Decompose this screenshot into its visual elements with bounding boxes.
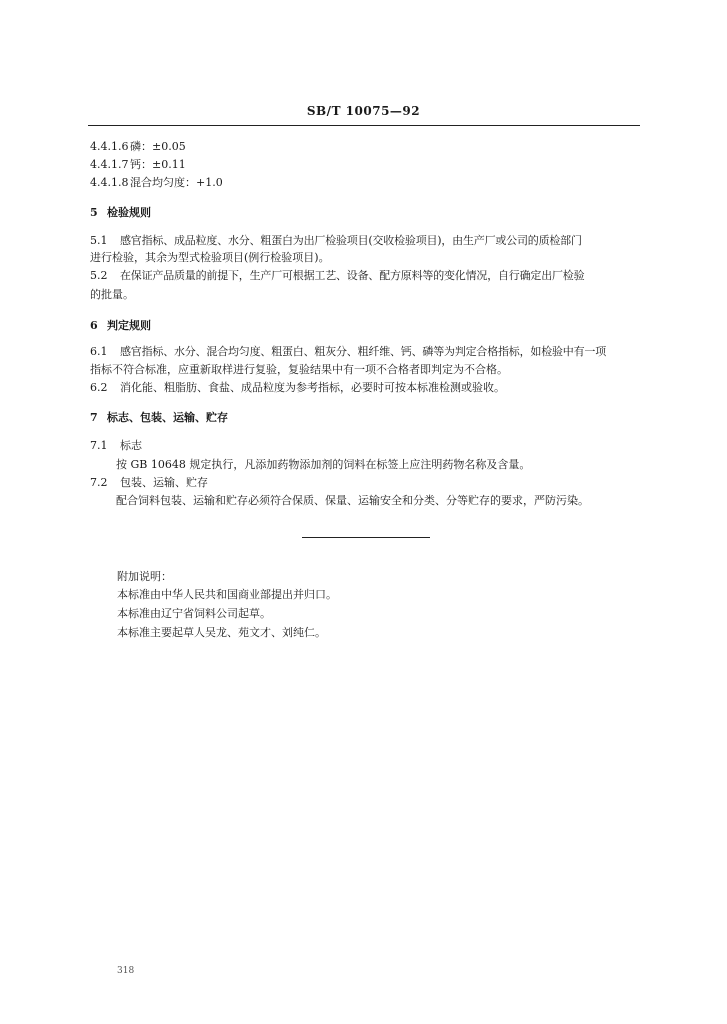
header-rule	[88, 125, 640, 126]
item-4418-text: 混合均匀度：+1.0	[130, 176, 223, 189]
notes-line: 本标准由中华人民共和国商业部提出并归口。	[117, 588, 337, 601]
clause-7-2-num: 7.2	[90, 476, 108, 489]
page-number: 318	[117, 966, 135, 976]
clause-5-1-num: 5.1	[90, 234, 108, 247]
clause-6-2-num: 6.2	[90, 381, 108, 394]
notes-title: 附加说明：	[117, 570, 172, 583]
clause-5-1-line2: 进行检验，其余为型式检验项目(例行检验项目)。	[90, 251, 330, 264]
item-4417-text: 钙：±0.11	[130, 158, 186, 171]
clause-6-1-line1: 感官指标、水分、混合均匀度、粗蛋白、粗灰分、粗纤维、钙、磷等为判定合格指标，如检验中有一项	[120, 345, 606, 358]
clause-6-1-line2: 指标不符合标准，应重新取样进行复验，复验结果中有一项不合格者即判定为不合格。	[90, 363, 508, 376]
section6-heading: 判定规则	[107, 319, 151, 332]
section7-heading: 标志、包装、运输、贮存	[107, 411, 228, 424]
item-4416-num: 4.4.1.6	[90, 140, 129, 153]
clause-5-2-num: 5.2	[90, 269, 108, 282]
standard-code-header: SB/T 10075—92	[306, 104, 421, 118]
clause-7-1-body: 按 GB 10648 规定执行，凡添加药物添加剂的饲料在标签上应注明药物名称及含量。	[116, 458, 531, 471]
end-divider	[302, 537, 430, 538]
clause-6-2-line1: 消化能、粗脂肪、食盐、成品粒度为参考指标，必要时可按本标准检测或验收。	[120, 381, 505, 394]
clause-5-2-line1: 在保证产品质量的前提下，生产厂可根据工艺、设备、配方原料等的变化情况，自行确定出厂检验	[120, 269, 585, 282]
item-4417-num: 4.4.1.7	[90, 158, 129, 171]
clause-7-2-body: 配合饲料包装、运输和贮存必须符合保质、保量、运输安全和分类、分等贮存的要求，严防污染。	[116, 494, 589, 507]
clause-6-1-num: 6.1	[90, 345, 108, 358]
section5-heading: 检验规则	[107, 206, 151, 219]
notes-line: 本标准主要起草人吴龙、苑文才、刘纯仁。	[117, 626, 326, 639]
clause-5-1-line1: 感官指标、成品粒度、水分、粗蛋白为出厂检验项目(交收检验项目)，由生产厂或公司的质检部门	[120, 234, 582, 247]
item-4416-text: 磷：±0.05	[130, 140, 186, 153]
notes-line: 本标准由辽宁省饲料公司起草。	[117, 607, 271, 620]
item-4418-num: 4.4.1.8	[90, 176, 129, 189]
section6-num: 6	[90, 319, 98, 332]
clause-7-1-num: 7.1	[90, 439, 108, 452]
section7-num: 7	[90, 411, 98, 424]
clause-5-2-line2: 的批量。	[90, 288, 134, 301]
clause-7-2-title: 包装、运输、贮存	[120, 476, 208, 489]
clause-7-1-title: 标志	[120, 439, 142, 452]
section5-num: 5	[90, 206, 98, 219]
